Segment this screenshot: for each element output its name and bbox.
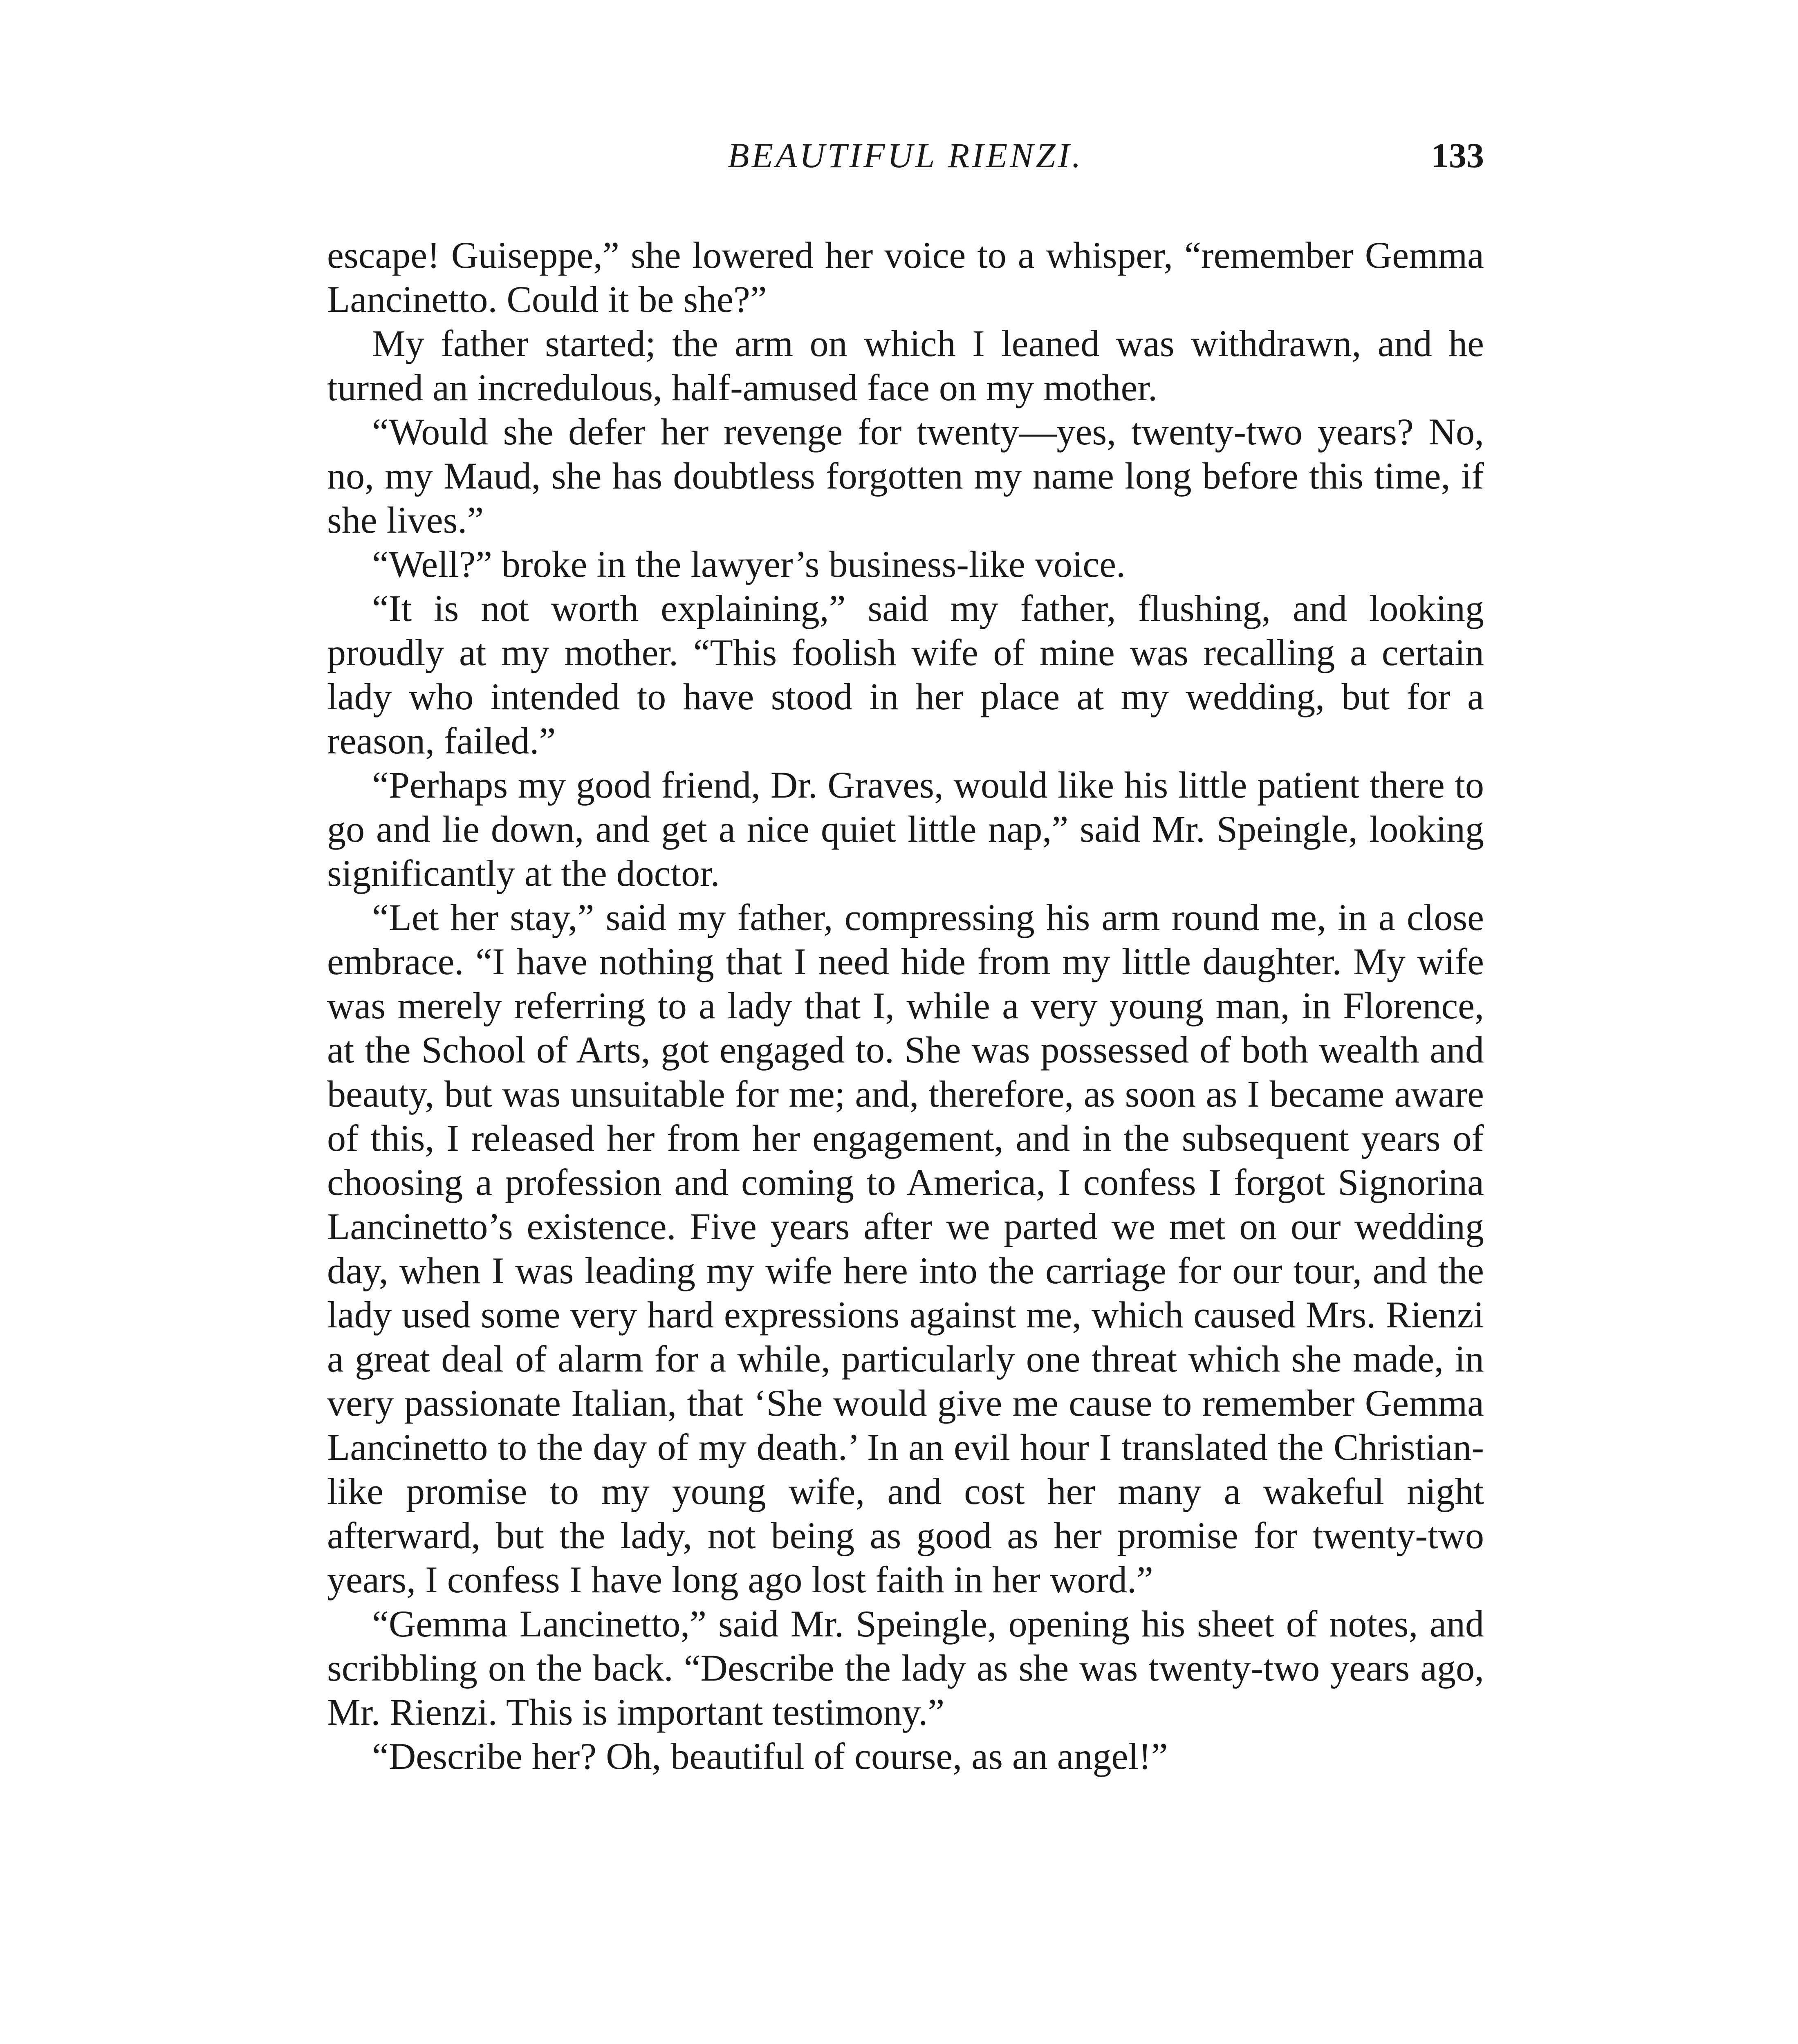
paragraph-7: “Let her stay,” said my father, compressing his arm round me, in a close embrace. “I have nothing that I need hide from my little daughter. My wife was merely referring to a lady that I, while a very young man, in Florence, at the School of Arts, got engaged to. She was possessed of both wealth and beauty, but was unsuitable for me; and, therefore, as soon as I became aware of this, I released her from her engagement, and in the subsequent years of choosing a profession and coming to America, I confess I forgot Signorina Lancinetto’s existence. Five years after we parted we met on our wedding day, when I was leading my wife here into the carriage for our tour, and the lady used some very hard expressions against me, which caused Mrs. Rienzi a great deal of alarm for a while, particularly one threat which she made, in very passionate Italian, that ‘She would give me cause to remember Gemma Lancinetto to the day of my death.’ In an evil hour I translated the Christian-like promise to my young wife, and cost her many a wakeful night afterward, but the lady, not being as good as her promise for twenty-two years, I confess I have long ago lost faith in her word.” [327, 896, 1484, 1600]
paragraph-2: My father started; the arm on which I leaned was withdrawn, and he turned an incredulous, half-amused face on my mother. [327, 323, 1484, 408]
paragraph-1: escape! Guiseppe,” she lowered her voice to a whisper, “remember Gemma Lancinetto. Could it be she?” [327, 234, 1484, 320]
paragraph-9: “Describe her? Oh, beautiful of course, as an angel!” [372, 1735, 1168, 1777]
paragraph-4: “Well?” broke in the lawyer’s business-like voice. [372, 543, 1126, 585]
paragraph-8: “Gemma Lancinetto,” said Mr. Speingle, opening his sheet of notes, and scribbling on the back. “Describe the lady as she was twenty-two years ago, Mr. Rienzi. This is important testimony.” [327, 1603, 1484, 1733]
paragraph-6: “Perhaps my good friend, Dr. Graves, would like his little patient there to go and lie down, and get a nice quiet little nap,” said Mr. Speingle, looking significantly at the doctor. [327, 764, 1484, 894]
paragraph-5: “It is not worth explaining,” said my father, flushing, and looking proudly at my mother. “This foolish wife of mine was recalling a certain lady who intended to have stood in her place at my wedding, but for a reason, failed.” [327, 587, 1484, 762]
page-number: 133 [1431, 136, 1484, 175]
page-header [327, 127, 1484, 184]
running-title: BEAUTIFUL RIENZI. [728, 136, 1083, 175]
paragraph-3: “Would she defer her revenge for twenty—yes, twenty-two years? No, no, my Maud, she has doubtless forgotten my name long before this time, if she lives.” [327, 411, 1484, 541]
body-text [327, 233, 1484, 1778]
